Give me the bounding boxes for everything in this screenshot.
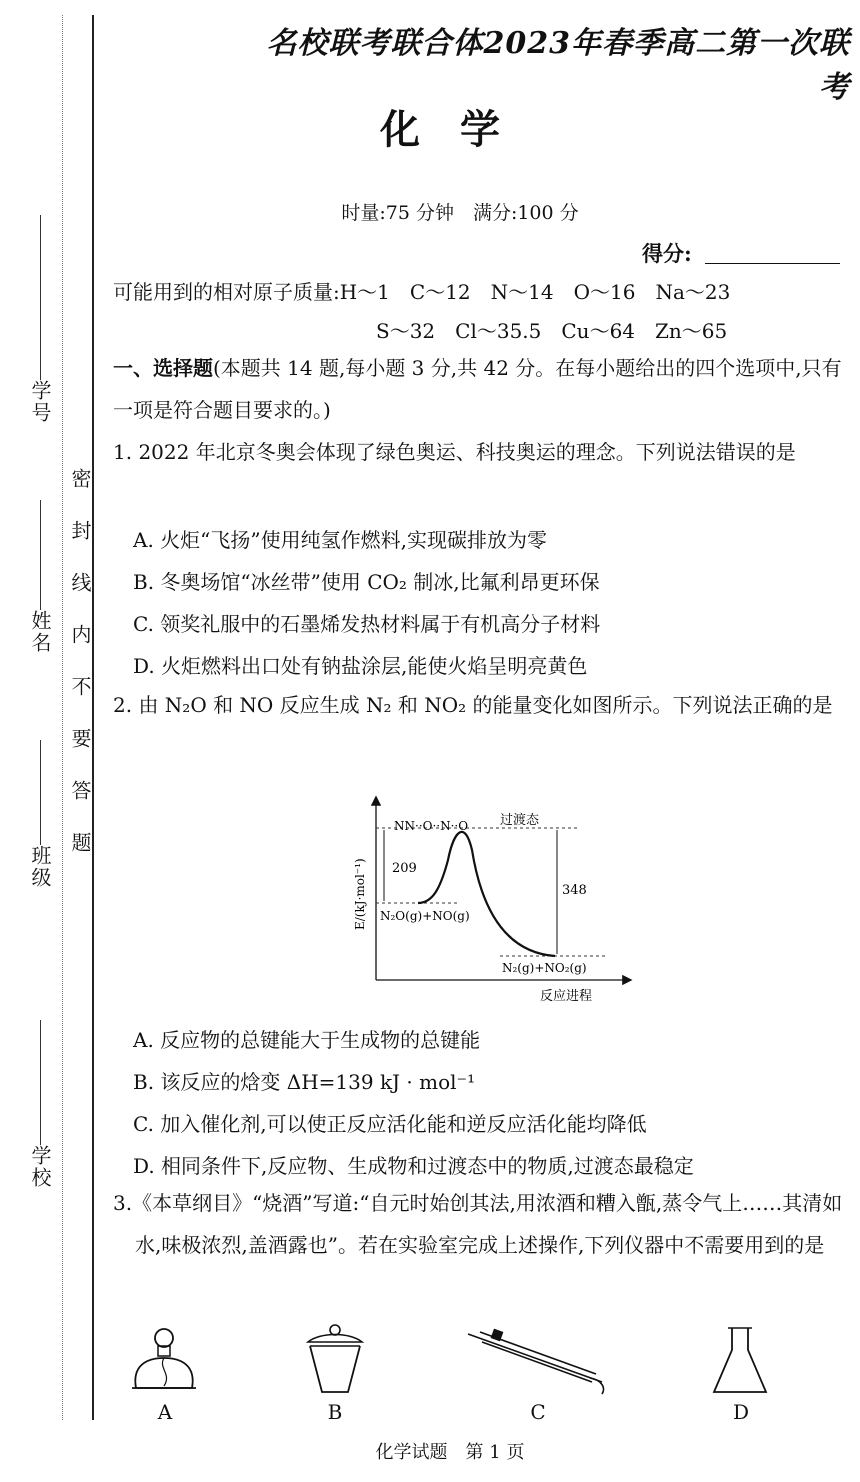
gas-jar-icon <box>300 1322 370 1398</box>
score-label: 得分: <box>642 241 692 266</box>
section1-heading: 一、选择题 <box>113 356 213 380</box>
score-blank[interactable] <box>705 263 840 264</box>
q2-stem: 2. 由 N₂O 和 NO 反应生成 N₂ 和 NO₂ 的能量变化如图所示。下列说法正确的是 <box>113 693 833 717</box>
q1-stem: 1. 2022 年北京冬奥会体现了绿色奥运、科技奥运的理念。下列说法错误的是 <box>113 440 796 464</box>
ea-forward-label: 209 <box>392 861 417 876</box>
blank-line <box>40 500 41 610</box>
q1-option-b[interactable]: B. 冬奥场馆“冰丝带”使用 CO₂ 制冰,比氟利昂更环保 <box>133 570 600 594</box>
q3-stem: 3.《本草纲目》“烧酒”写道:“自元时始创其法,用浓酒和糟入甑,蒸令气上……其清如水,味极浓烈,盖酒露也”。若在实验室完成上述操作,下列仪器中不需要用到的是 <box>113 1191 843 1257</box>
q2-option-d[interactable]: D. 相同条件下,反应物、生成物和过渡态中的物质,过渡态最稳定 <box>133 1154 694 1178</box>
field-class: 班级 <box>26 740 55 889</box>
page-footer: 化学试题 第 1 页 <box>375 1442 525 1463</box>
section1-desc: (本题共 14 题,每小题 3 分,共 42 分。在每小题给出的四个选项中,只有一项是符合题目要求的。) <box>113 356 842 422</box>
products-label: N₂(g)+NO₂(g) <box>502 961 587 975</box>
blank-line <box>40 215 41 380</box>
q1-option-d[interactable]: D. 火炬燃料出口处有钠盐涂层,能使火焰呈明亮黄色 <box>133 654 588 678</box>
q1-option-a[interactable]: A. 火炬“飞扬”使用纯氢作燃料,实现碳排放为零 <box>133 528 547 552</box>
seal-line-text: 密 封 线 内 不 要 答 题 <box>68 468 92 858</box>
energy-diagram <box>340 770 640 1010</box>
field-school: 学校 <box>26 1020 55 1189</box>
alcohol-lamp-icon <box>128 1322 200 1398</box>
q3-option-d[interactable]: D <box>732 1400 750 1424</box>
binding-dotted-line <box>62 15 63 1420</box>
q3-option-b[interactable]: B <box>327 1400 343 1424</box>
q2-option-a[interactable]: A. 反应物的总键能大于生成物的总键能 <box>133 1028 481 1052</box>
reactants-label: N₂O(g)+NO(g) <box>380 909 470 923</box>
field-student-id: 学号 <box>26 215 55 424</box>
y-axis-label: E/(kJ·mol⁻¹) <box>353 858 367 930</box>
blank-line <box>40 740 41 845</box>
exam-header: 名校联考联合体2023年春季高二第一次联考 <box>266 26 850 105</box>
section1-intro <box>113 347 843 431</box>
ts-label: 过渡态 <box>500 813 540 828</box>
blank-line <box>40 1020 41 1145</box>
conical-flask-icon <box>710 1324 770 1398</box>
q1-option-c[interactable]: C. 领奖礼服中的石墨烯发热材料属于有机高分子材料 <box>133 612 601 636</box>
atomic-mass-line1: 可能用到的相对原子质量:H～1 C～12 N～14 O～16 Na～23 <box>113 280 731 304</box>
q3-option-c[interactable]: C <box>530 1400 546 1424</box>
energy-curve <box>418 832 555 956</box>
field-name: 姓名 <box>26 500 55 654</box>
q2-option-c[interactable]: C. 加入催化剂,可以使正反应活化能和逆反应活化能均降低 <box>133 1112 647 1136</box>
x-axis-label: 反应进程 <box>540 989 593 1004</box>
q2-option-b[interactable]: B. 该反应的焓变 ΔH=139 kJ · mol⁻¹ <box>133 1070 476 1094</box>
exam-info: 时量:75 分钟 满分:100 分 <box>341 202 579 224</box>
q3-option-a[interactable]: A <box>157 1400 173 1424</box>
ts-molecule: NN··O··N··O <box>394 819 469 833</box>
condenser-icon <box>462 1326 612 1396</box>
atomic-mass-line2: S～32 Cl～35.5 Cu～64 Zn～65 <box>376 319 728 343</box>
ea-reverse-label: 348 <box>562 883 587 898</box>
subject-title: 化学 <box>380 106 540 153</box>
